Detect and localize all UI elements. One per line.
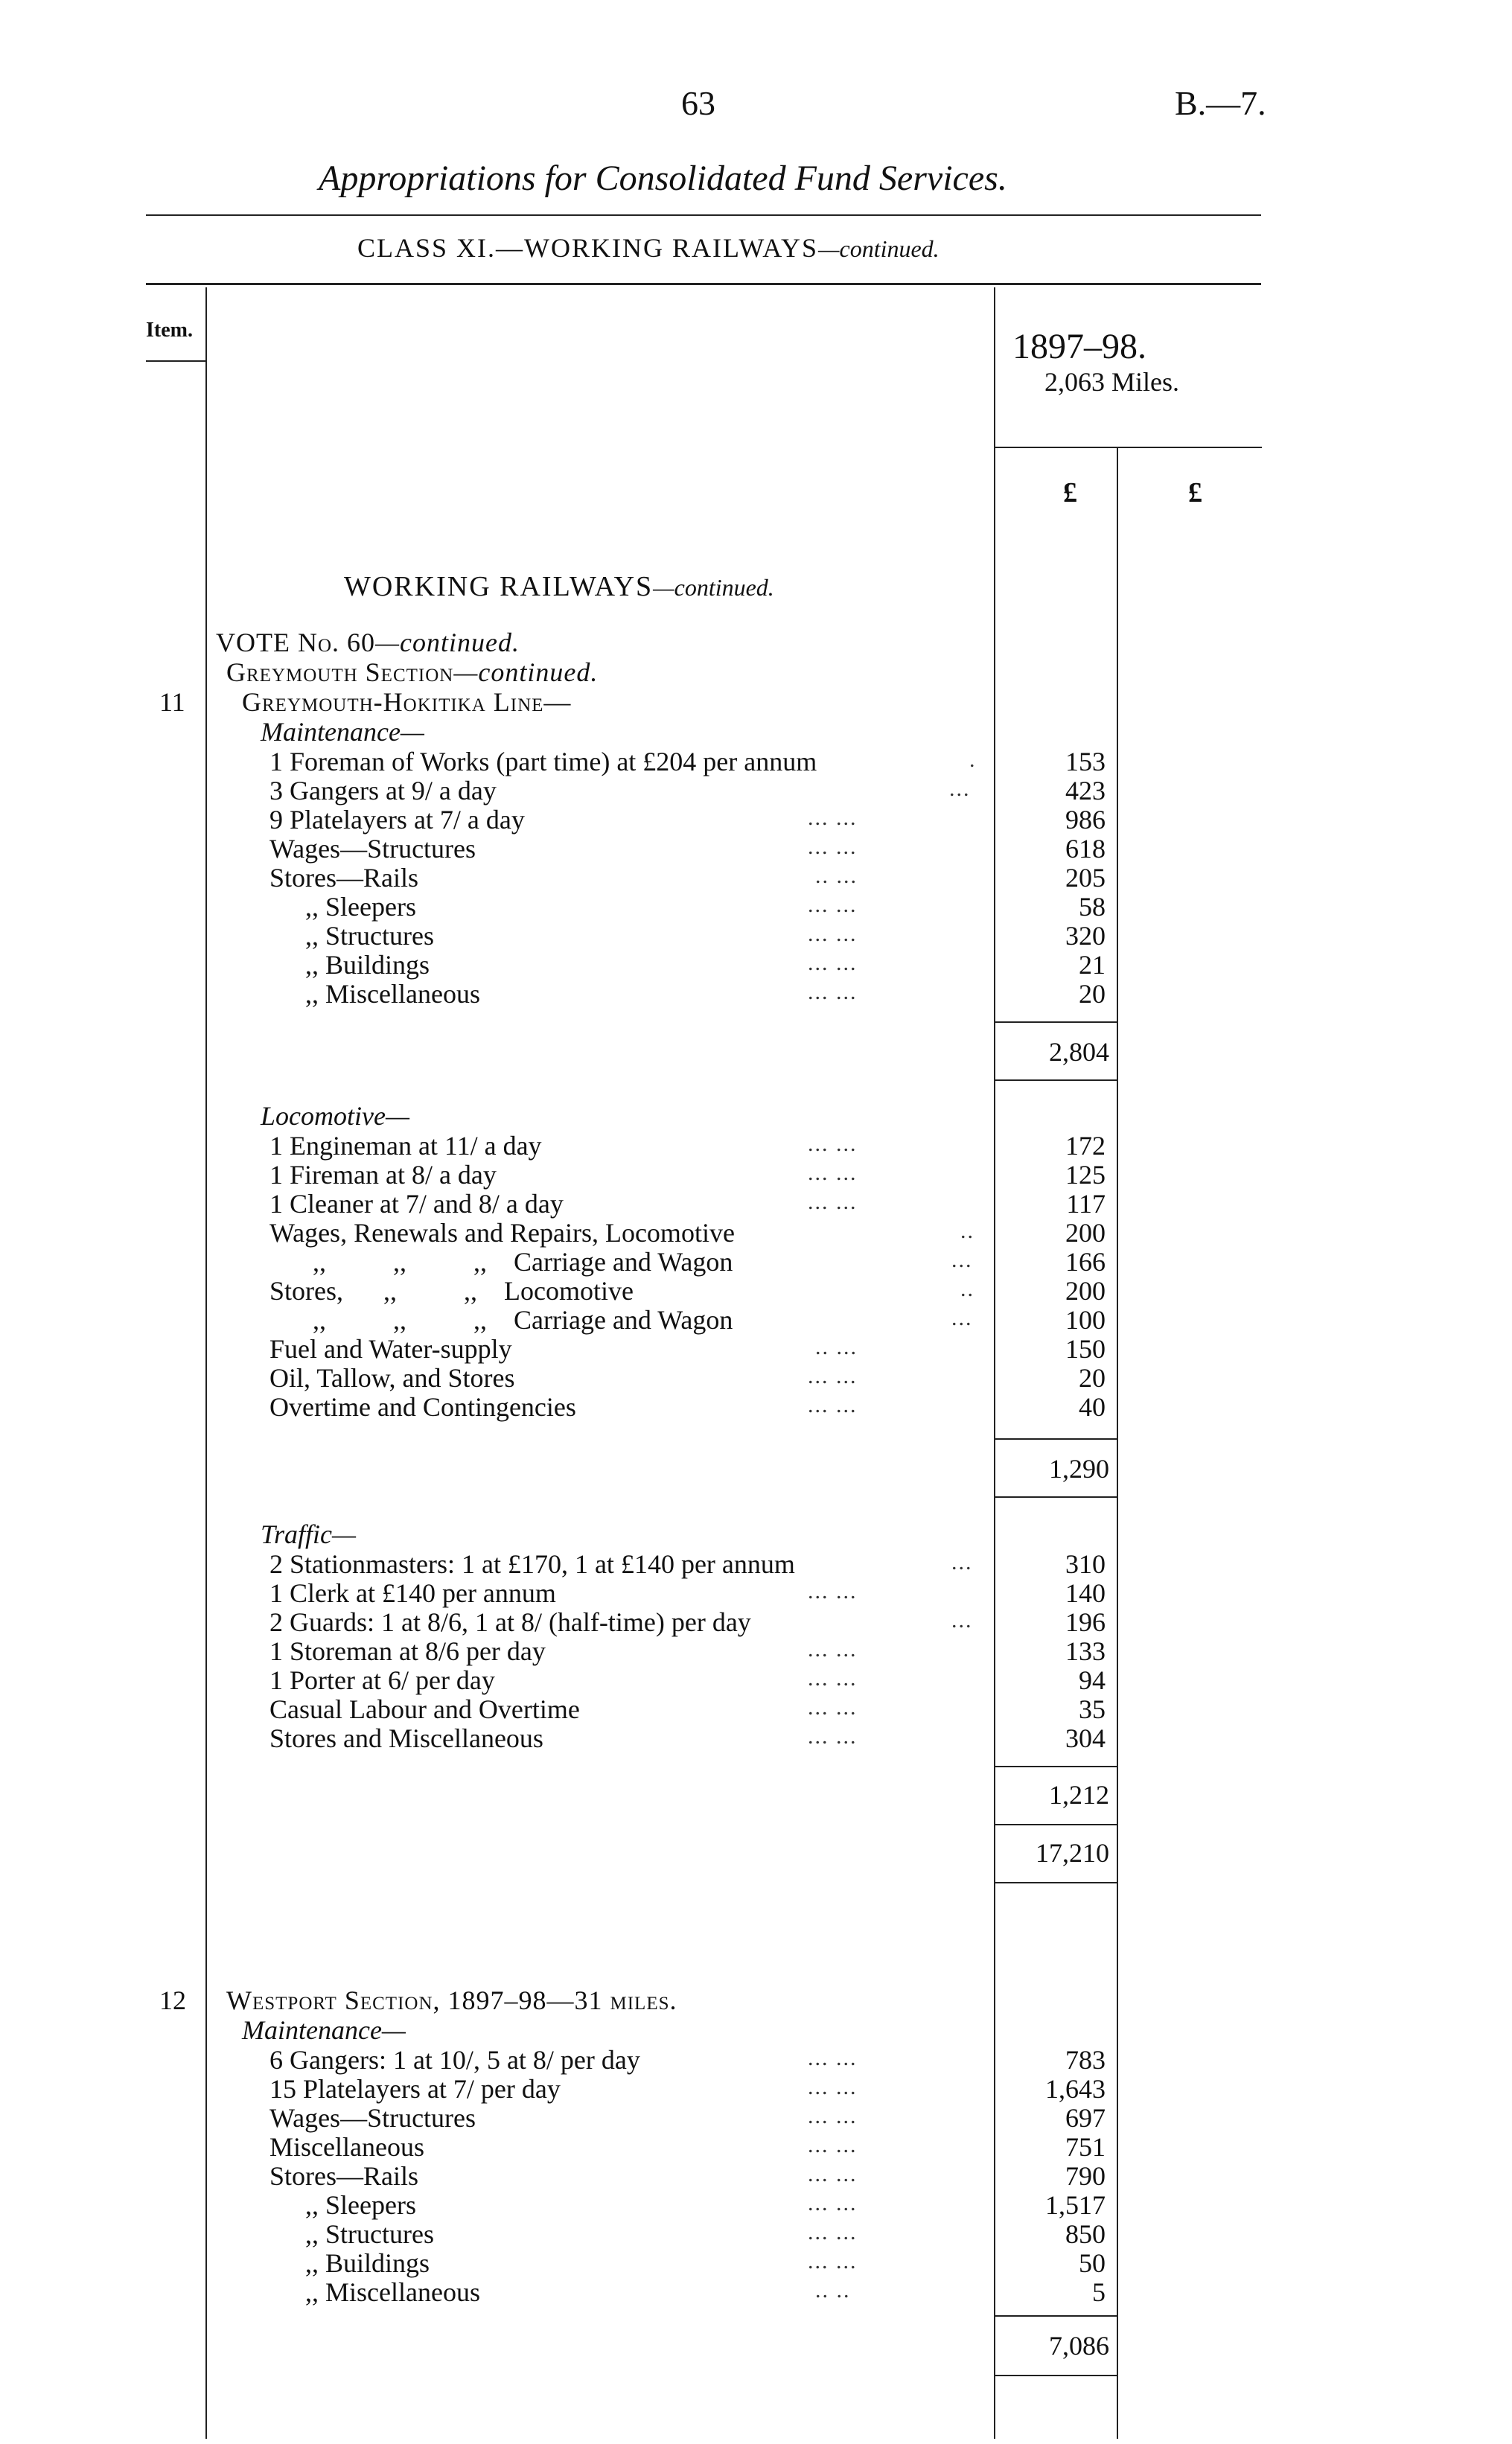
subtotal-rule-bottom: [995, 1496, 1117, 1498]
vote-suffix: —continued.: [375, 628, 520, 657]
leader-dots: ... ...: [808, 922, 858, 946]
item-label-rule: [146, 360, 205, 362]
leader-dots: ...: [951, 1608, 973, 1633]
amount-cell: 172: [1065, 1131, 1106, 1161]
leader-dots: ... ...: [808, 1161, 858, 1185]
line-name: Greymouth-Hokitika Line—: [242, 687, 572, 717]
subtotal-rule-top: [995, 1766, 1117, 1767]
amount-cell: 986: [1065, 805, 1106, 835]
amount-cell: 100: [1065, 1305, 1106, 1335]
list-item: Fuel and Water-supply: [269, 1334, 512, 1364]
leader-dots: ...: [951, 1306, 973, 1330]
leader-dots: .. ..: [815, 2278, 851, 2303]
amount-cell: 153: [1065, 747, 1106, 776]
amount-cell: 310: [1065, 1549, 1106, 1579]
amount-cell: 94: [1079, 1665, 1106, 1695]
amount-cell: 751: [1065, 2132, 1106, 2162]
grand-total-rule: [995, 1882, 1117, 1883]
page-number: 63: [681, 84, 715, 122]
page-title: Appropriations for Consolidated Fund Services.: [319, 159, 1007, 198]
leader-dots: ... ...: [808, 1666, 858, 1691]
list-item: ,, Miscellaneous: [305, 2277, 480, 2307]
amount-cell: 5: [1092, 2277, 1106, 2307]
currency-symbol-2: £: [1188, 477, 1202, 508]
item-column-rule: [205, 287, 207, 2439]
greymouth-section-heading: [226, 657, 598, 688]
list-item: Stores, ,, ,, Locomotive: [269, 1276, 634, 1306]
subtotal-rule-top: [995, 1438, 1117, 1440]
list-item: Wages—Structures: [269, 834, 476, 864]
leader-dots: ...: [949, 776, 971, 801]
amount-cell: 20: [1079, 979, 1106, 1009]
list-item: ,, Buildings: [305, 2248, 430, 2278]
amount-cell: 790: [1065, 2161, 1106, 2191]
list-item: ,, Sleepers: [305, 2190, 416, 2220]
amount-cell: 1,517: [1045, 2190, 1106, 2220]
westport-section-heading: Westport Section, 1897–98—31 miles.: [226, 1985, 677, 2015]
leader-dots: ..: [960, 1219, 974, 1243]
amount-cell: 20: [1079, 1363, 1106, 1393]
list-item: ,, ,, ,, Carriage and Wagon: [313, 1247, 733, 1277]
list-item: 1 Engineman at 11/ a day: [269, 1131, 542, 1161]
list-item: Wages, Renewals and Repairs, Locomotive: [269, 1218, 735, 1248]
greymouth-section-suffix: —continued.: [453, 657, 599, 687]
working-railways-text: WORKING RAILWAYS: [344, 571, 654, 602]
leader-dots: ... ...: [808, 2075, 858, 2099]
maintenance-heading: Maintenance—: [261, 717, 424, 747]
leader-dots: .. ...: [815, 1335, 858, 1359]
leader-dots: ... ...: [808, 2220, 858, 2244]
maintenance-total: 2,804: [1049, 1037, 1109, 1067]
amount-cell: 117: [1066, 1189, 1106, 1219]
amount-cell: 697: [1065, 2103, 1106, 2133]
leader-dots: ..: [960, 1277, 974, 1301]
leader-dots: ... ...: [808, 1393, 858, 1417]
amount-cell: 166: [1065, 1247, 1106, 1277]
item-number-12: 12: [159, 1985, 186, 2015]
class-heading-suffix: —continued.: [818, 235, 940, 262]
list-item: 6 Gangers: 1 at 10/, 5 at 8/ per day: [269, 2045, 640, 2075]
list-item: 2 Stationmasters: 1 at £170, 1 at £140 per annum: [269, 1549, 795, 1579]
list-item: 15 Platelayers at 7/ per day: [269, 2074, 561, 2104]
list-item: ,, Structures: [305, 921, 434, 951]
amount-cell: 50: [1079, 2248, 1106, 2278]
amount-cell: 58: [1079, 892, 1106, 922]
list-item: Stores and Miscellaneous: [269, 1723, 543, 1753]
traffic-total: 1,212: [1049, 1780, 1109, 1810]
leader-dots: .. ...: [815, 864, 858, 888]
amount-column-rule-left: [994, 287, 995, 2439]
leader-dots: .: [969, 747, 977, 772]
amount-cell: 196: [1065, 1607, 1106, 1637]
leader-dots: ... ...: [808, 1579, 858, 1604]
list-item: ,, Structures: [305, 2219, 434, 2249]
list-item: 1 Storeman at 8/6 per day: [269, 1636, 546, 1666]
class-heading: [357, 232, 940, 264]
amount-cell: 1,643: [1045, 2074, 1106, 2104]
amount-cell: 125: [1065, 1160, 1106, 1190]
list-item: ,, Buildings: [305, 950, 430, 980]
amount-cell: 200: [1065, 1218, 1106, 1248]
leader-dots: ...: [951, 1550, 973, 1574]
leader-dots: ... ...: [808, 2162, 858, 2186]
amount-cell: 200: [1065, 1276, 1106, 1306]
westport-maintenance-total: 7,086: [1049, 2331, 1109, 2361]
amount-cell: 618: [1065, 834, 1106, 864]
amount-cell: 320: [1065, 921, 1106, 951]
list-item: 2 Guards: 1 at 8/6, 1 at 8/ (half-time) per day: [269, 1607, 751, 1637]
subtotal-rule-top: [995, 1021, 1117, 1023]
subtotal-rule-bottom: [995, 1079, 1117, 1081]
route-miles: 2,063 Miles.: [1044, 367, 1180, 397]
leader-dots: ... ...: [808, 1364, 858, 1388]
currency-symbol-1: £: [1063, 477, 1077, 508]
leader-dots: ... ...: [808, 1190, 858, 1214]
greymouth-section-text: Greymouth Section: [226, 657, 454, 687]
vote-heading: [216, 627, 520, 658]
amount-cell: 21: [1079, 950, 1106, 980]
list-item: ,, Sleepers: [305, 892, 416, 922]
westport-maintenance-heading: Maintenance—: [242, 2015, 406, 2045]
list-item: Oil, Tallow, and Stores: [269, 1363, 515, 1393]
class-heading-text: CLASS XI.—WORKING RAILWAYS: [357, 233, 819, 263]
amount-column-rule-middle: [1117, 447, 1118, 2439]
list-item: ,, Miscellaneous: [305, 979, 480, 1009]
leader-dots: ... ...: [808, 835, 858, 859]
item-11-grand-total: 17,210: [1036, 1838, 1109, 1868]
leader-dots: ...: [951, 1248, 973, 1272]
leader-dots: ... ...: [808, 980, 858, 1004]
working-railways-heading: [344, 570, 774, 603]
list-item: 1 Foreman of Works (part time) at £204 per annum: [269, 747, 817, 776]
leader-dots: ... ...: [808, 2133, 858, 2157]
leader-dots: ... ...: [808, 805, 858, 830]
leader-dots: ... ...: [808, 1132, 858, 1156]
list-item: 1 Clerk at £140 per annum: [269, 1578, 556, 1608]
amount-cell: 783: [1065, 2045, 1106, 2075]
amount-cell: 205: [1065, 863, 1106, 893]
leader-dots: ... ...: [808, 2191, 858, 2215]
list-item: Wages—Structures: [269, 2103, 476, 2133]
traffic-heading: Traffic—: [261, 1519, 357, 1549]
list-item: Stores—Rails: [269, 2161, 419, 2191]
list-item: 1 Cleaner at 7/ and 8/ a day: [269, 1189, 564, 1219]
currency-header-rule: [994, 447, 1262, 448]
leader-dots: ... ...: [808, 2249, 858, 2274]
leader-dots: ... ...: [808, 1637, 858, 1662]
leader-dots: ... ...: [808, 893, 858, 917]
item-column-label: Item.: [146, 319, 193, 342]
locomotive-heading: Locomotive—: [261, 1101, 409, 1131]
amount-cell: 304: [1065, 1723, 1106, 1753]
subtotal-rule-bottom: [995, 2375, 1117, 2376]
amount-cell: 140: [1065, 1578, 1106, 1608]
leader-dots: ... ...: [808, 1695, 858, 1720]
list-item: 1 Fireman at 8/ a day: [269, 1160, 497, 1190]
amount-cell: 133: [1065, 1636, 1106, 1666]
list-item: 1 Porter at 6/ per day: [269, 1665, 495, 1695]
fiscal-year: 1897–98.: [1012, 327, 1146, 366]
amount-cell: 35: [1079, 1694, 1106, 1724]
working-railways-suffix: —continued.: [653, 574, 774, 601]
leader-dots: ... ...: [808, 2046, 858, 2070]
amount-cell: 850: [1065, 2219, 1106, 2249]
leader-dots: ... ...: [808, 951, 858, 975]
item-number-11: 11: [159, 687, 185, 717]
amount-cell: 423: [1065, 776, 1106, 805]
vote-text: VOTE No. 60: [216, 628, 376, 657]
list-item: 9 Platelayers at 7/ a day: [269, 805, 525, 835]
list-item: Overtime and Contingencies: [269, 1392, 576, 1422]
list-item: Casual Labour and Overtime: [269, 1694, 580, 1724]
subtotal-rule-bottom: [995, 1824, 1117, 1825]
table-top-rule: [146, 283, 1261, 285]
document-reference: B.—7.: [1175, 84, 1266, 122]
leader-dots: ... ...: [808, 1724, 858, 1749]
list-item: ,, ,, ,, Carriage and Wagon: [313, 1305, 733, 1335]
locomotive-total: 1,290: [1049, 1454, 1109, 1484]
list-item: 3 Gangers at 9/ a day: [269, 776, 497, 805]
list-item: Stores—Rails: [269, 863, 419, 893]
amount-cell: 150: [1065, 1334, 1106, 1364]
leader-dots: ... ...: [808, 2104, 858, 2128]
subtotal-rule-top: [995, 2315, 1117, 2317]
title-rule: [146, 214, 1261, 216]
amount-cell: 40: [1079, 1392, 1106, 1422]
list-item: Miscellaneous: [269, 2132, 424, 2162]
